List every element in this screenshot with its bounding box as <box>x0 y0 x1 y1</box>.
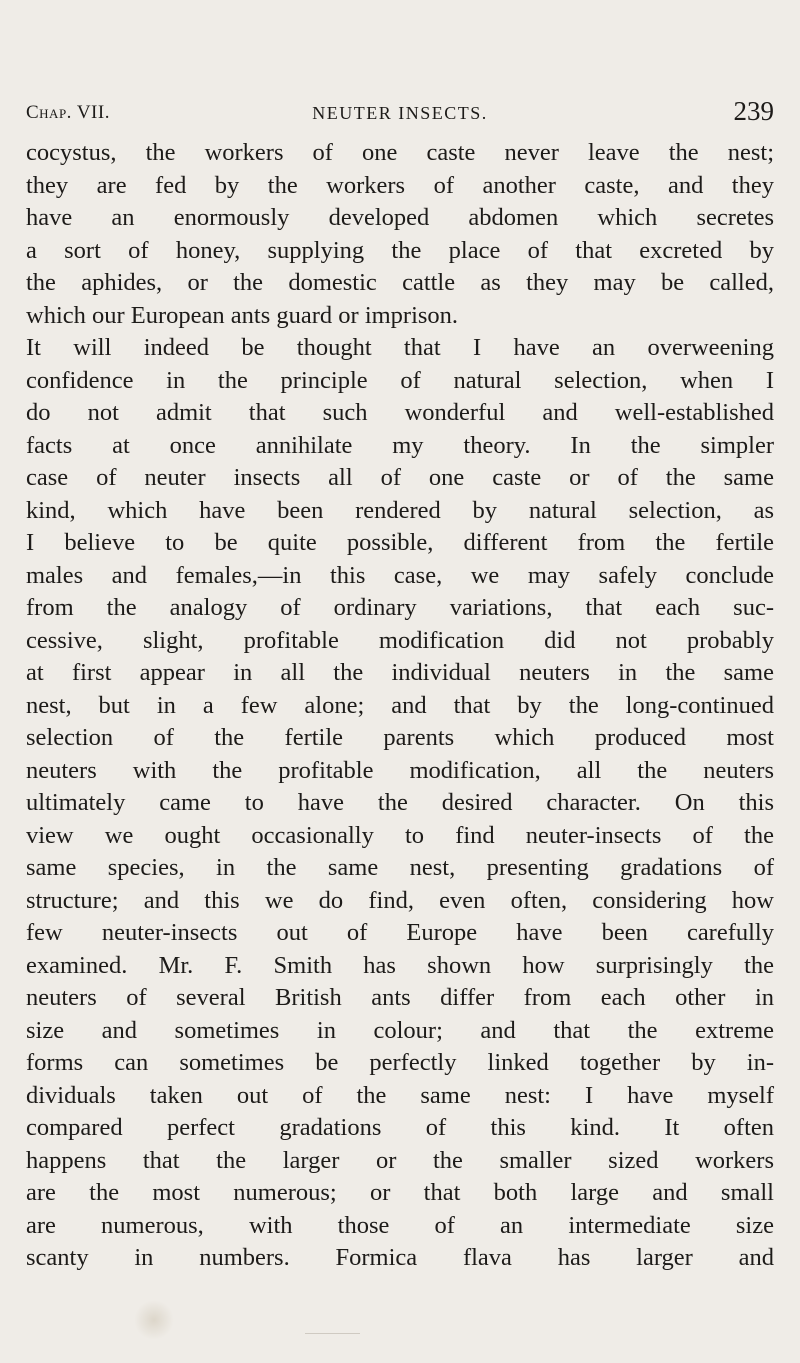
text-line: a sort of honey, supplying the place of that excreted by <box>26 236 774 264</box>
text-line: at first appear in all the individual neuters in the same <box>26 659 774 686</box>
text-line: kind, which have been rendered by natural selection, as <box>26 496 774 524</box>
text-line: facts at once annihilate my theory. In the simpler <box>26 431 774 459</box>
text-line: compared perfect gradations of this kind. It often <box>26 1114 774 1141</box>
text-line: few neuter-insects out of Europe have been carefully <box>26 919 774 946</box>
body-text <box>26 137 774 1275</box>
page-smudge <box>134 1300 174 1340</box>
text-line: case of neuter insects all of one caste or of the same <box>26 464 774 491</box>
text-line: I believe to be quite possible, different from the fertile <box>26 529 774 556</box>
text-line: neuters with the profitable modification, all the neuters <box>26 756 774 784</box>
text-line: nest, but in a few alone; and that by the long-continued <box>26 691 774 719</box>
text-line: structure; and this we do find, even often, considering how <box>26 886 774 914</box>
page-number: 239 <box>733 96 774 126</box>
text-line: are numerous, with those of an intermediate size <box>26 1211 774 1239</box>
chapter-label: Chap. VII. <box>26 102 110 123</box>
text-line: are the most numerous; or that both large and small <box>26 1179 774 1206</box>
text-line: from the analogy of ordinary variations, that each suc- <box>26 594 774 621</box>
text-line: they are fed by the workers of another caste, and they <box>26 171 774 199</box>
text-line: the aphides, or the domestic cattle as they may be called, <box>26 269 774 296</box>
text-line: confidence in the principle of natural selection, when I <box>26 366 774 394</box>
text-line: cocystus, the workers of one caste never leave the nest; <box>26 139 774 166</box>
bottom-mark <box>305 1333 360 1334</box>
text-line: happens that the larger or the smaller sized workers <box>26 1146 774 1174</box>
text-line: examined. Mr. F. Smith has shown how surprisingly the <box>26 951 774 979</box>
text-line: forms can sometimes be perfectly linked together by in- <box>26 1049 774 1076</box>
text-line: dividuals taken out of the same nest: I have myself <box>26 1081 774 1109</box>
text-line: view we ought occasionally to find neuter-insects of the <box>26 821 774 849</box>
text-line: It will indeed be thought that I have an overweening <box>26 334 774 361</box>
running-head <box>26 98 774 128</box>
text-line: scanty in numbers. Formica flava has larger and <box>26 1244 774 1271</box>
text-line: cessive, slight, profitable modification did not probably <box>26 626 774 654</box>
running-title: NEUTER INSECTS. <box>312 103 488 123</box>
text-line: same species, in the same nest, presenting gradations of <box>26 854 774 881</box>
text-line: have an enormously developed abdomen which secretes <box>26 204 774 231</box>
text-line: selection of the fertile parents which produced most <box>26 724 774 751</box>
text-line: males and females,—in this case, we may safely conclude <box>26 561 774 589</box>
text-line: which our European ants guard or imprison. <box>26 301 459 329</box>
text-line: neuters of several British ants differ from each other in <box>26 984 774 1011</box>
text-line: ultimately came to have the desired character. On this <box>26 789 774 816</box>
text-line: size and sometimes in colour; and that the extreme <box>26 1016 774 1044</box>
text-line: do not admit that such wonderful and well-established <box>26 399 774 426</box>
